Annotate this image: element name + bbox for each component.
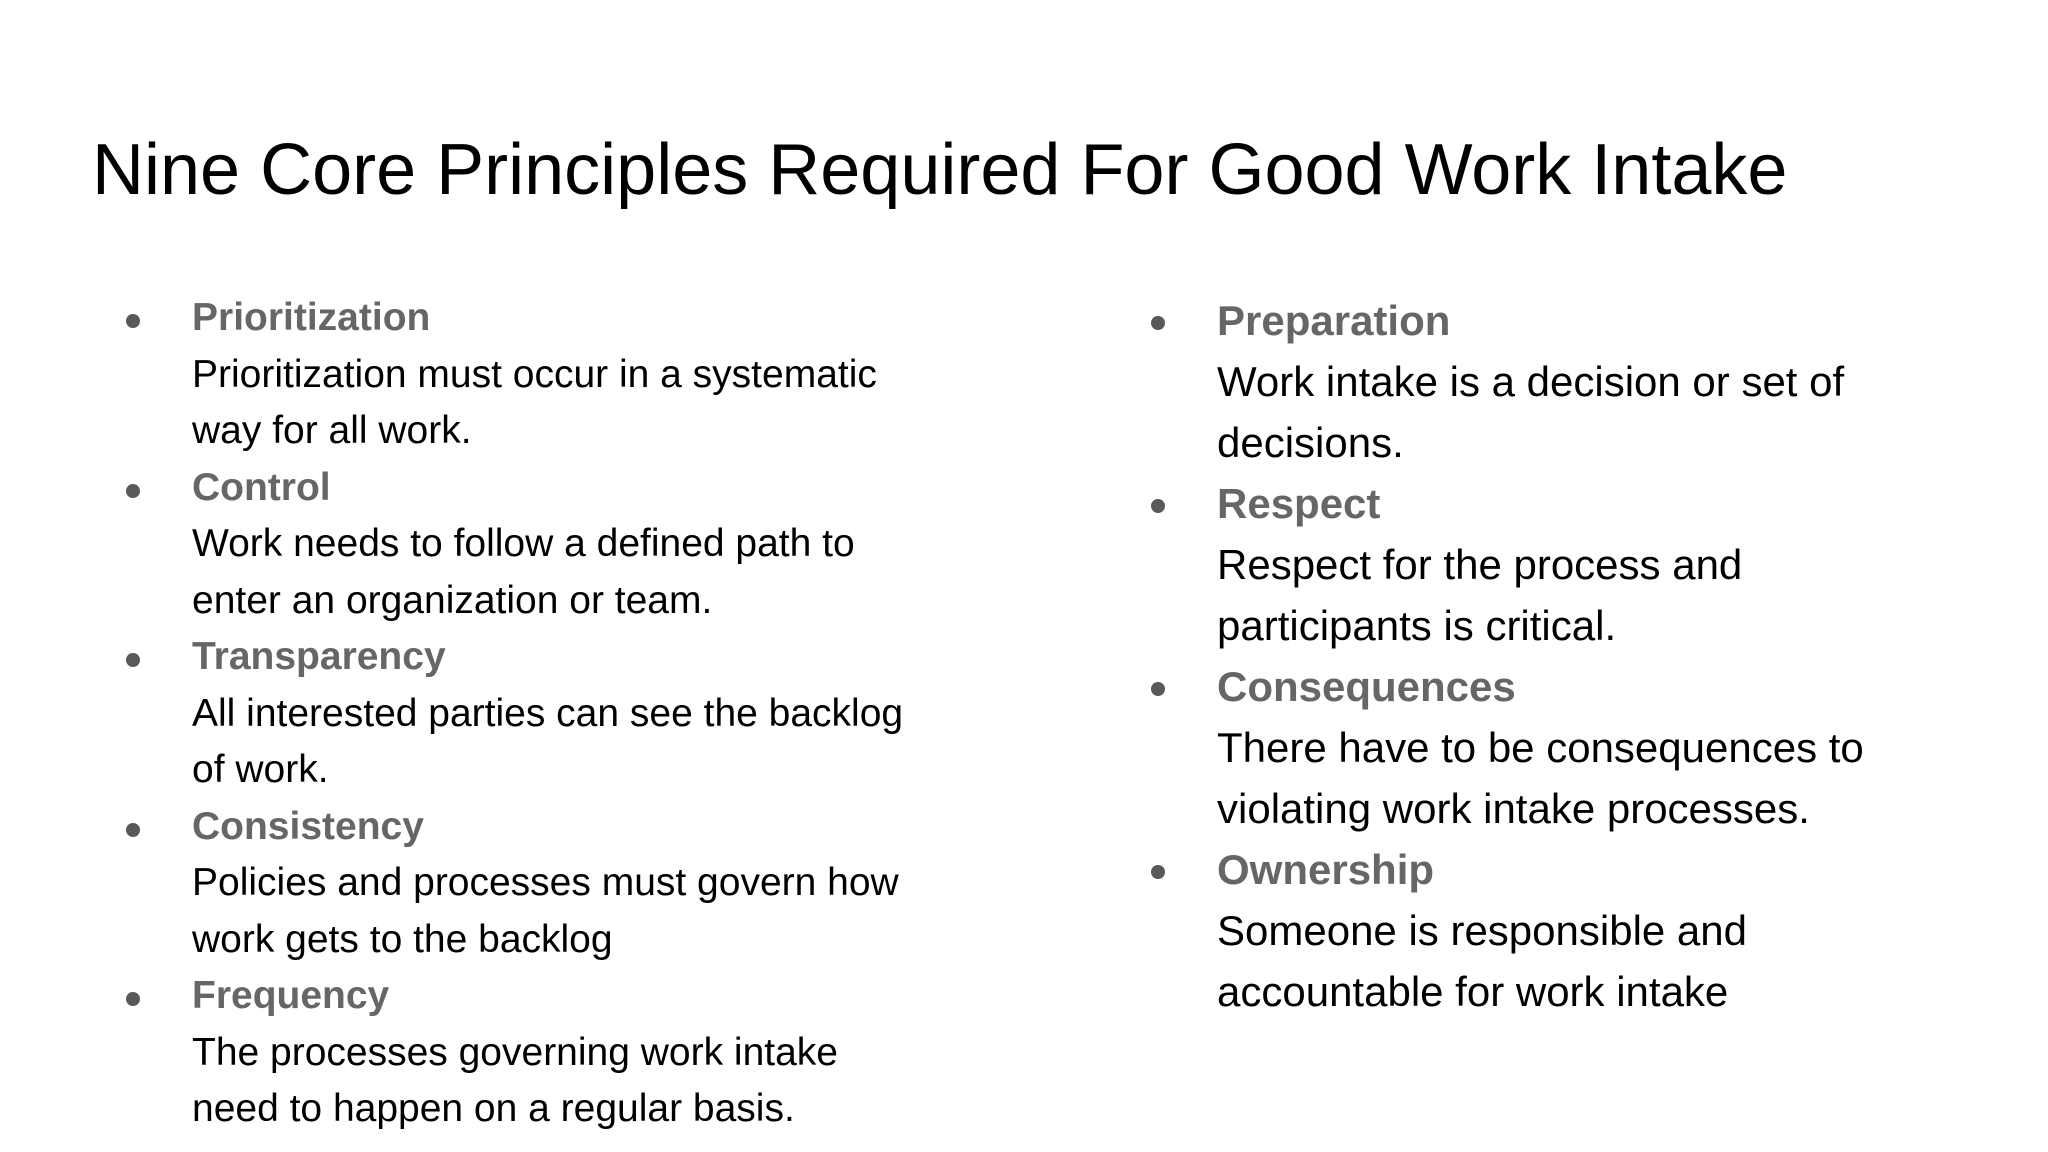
list-item xyxy=(120,799,980,969)
list-item xyxy=(120,290,980,460)
principle-description-line: accountable for work intake xyxy=(1217,968,1729,1015)
bullet-icon xyxy=(126,484,140,498)
list-item xyxy=(120,968,980,1138)
bullet-icon xyxy=(1151,682,1165,696)
list-item xyxy=(1145,839,2005,1022)
principle-description-line: Someone is responsible and xyxy=(1217,907,1748,954)
principle-description-line: enter an organization or team. xyxy=(192,578,713,622)
principle-description-line: of work. xyxy=(192,748,329,791)
slide-title: Nine Core Principles Required For Good Work Intake xyxy=(92,130,1788,210)
list-item xyxy=(120,460,980,630)
list-item xyxy=(1145,290,2005,473)
principles-list-right xyxy=(1145,290,2005,1022)
principle-heading: Frequency xyxy=(192,974,390,1017)
bullet-icon xyxy=(126,653,140,667)
principle-heading: Transparency xyxy=(192,635,446,678)
principle-description-line: The processes governing work intake xyxy=(192,1030,838,1074)
principle-heading: Preparation xyxy=(1217,297,1451,344)
principles-list-left xyxy=(120,290,980,1138)
principle-description-line: There have to be consequences to xyxy=(1217,724,1864,771)
principle-description-line: Prioritization must occur in a systematic xyxy=(192,352,877,396)
principle-heading: Control xyxy=(192,465,331,509)
principle-description-line: way for all work. xyxy=(192,409,472,452)
principle-heading: Ownership xyxy=(1217,846,1435,893)
list-item xyxy=(1145,473,2005,656)
principle-heading: Consistency xyxy=(192,804,424,848)
principle-description-line: violating work intake processes. xyxy=(1217,785,1810,832)
bullet-icon xyxy=(1151,499,1165,513)
list-item xyxy=(120,629,980,799)
bullet-icon xyxy=(126,823,140,837)
principle-description-line: need to happen on a regular basis. xyxy=(192,1087,795,1130)
principle-description-line: participants is critical. xyxy=(1217,602,1617,649)
bullet-icon xyxy=(1151,865,1165,879)
principle-description-line: Respect for the process and xyxy=(1217,541,1743,588)
list-item xyxy=(1145,656,2005,839)
principle-description-line: Work needs to follow a defined path to xyxy=(192,522,855,565)
bullet-icon xyxy=(1151,316,1165,330)
principle-heading: Consequences xyxy=(1217,663,1516,710)
bullet-icon xyxy=(126,314,140,328)
principle-heading: Prioritization xyxy=(192,296,431,339)
principle-description-line: decisions. xyxy=(1217,419,1404,466)
bullet-icon xyxy=(126,992,140,1006)
principle-description-line: Policies and processes must govern how xyxy=(192,861,899,904)
principle-heading: Respect xyxy=(1217,480,1381,527)
principle-description-line: work gets to the backlog xyxy=(192,917,613,961)
principle-description-line: Work intake is a decision or set of xyxy=(1217,358,1845,405)
principle-description-line: All interested parties can see the backlog xyxy=(192,691,904,735)
